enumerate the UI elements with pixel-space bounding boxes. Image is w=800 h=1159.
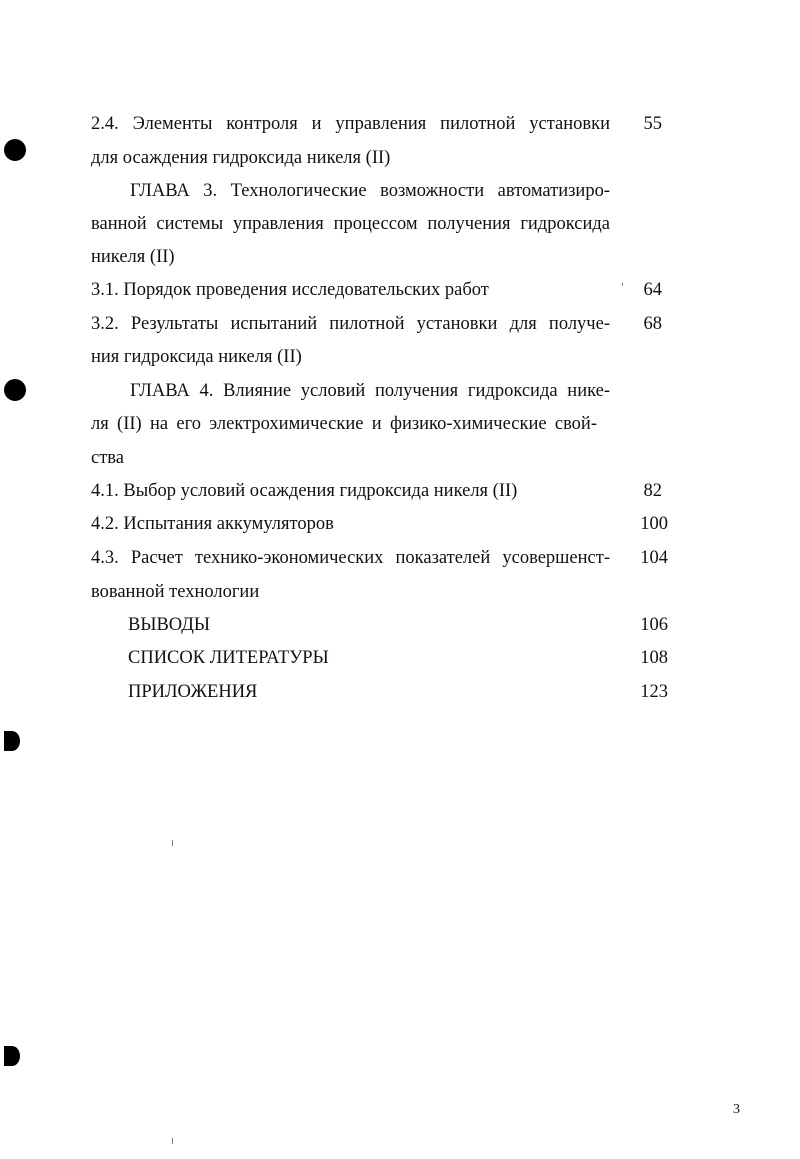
toc-appendices: ПРИЛОЖЕНИЯ [128,682,258,702]
toc-page-number: 68 [643,314,662,334]
toc-page-number: 123 [640,682,668,702]
toc-page-number: 108 [640,648,668,668]
toc-conclusions: ВЫВОДЫ [128,615,211,635]
toc-page-number: 106 [640,615,668,635]
toc-entry-2-4-line-1: 2.4. Элементы контроля и управления пилотной установки [91,114,610,134]
toc-chapter-4-line-3: ства [91,448,124,468]
toc-page-number: 104 [640,548,668,568]
toc-page-number: 100 [640,514,668,534]
toc-entry-2-4-line-2: для осаждения гидроксида никеля (II) [91,148,391,168]
toc-entry-3-2-line-2: ния гидроксида никеля (II) [91,347,302,367]
toc-chapter-3-line-2: ванной системы управления процессом получения гидроксида [91,214,610,234]
toc-entry-3-2-line-1: 3.2. Результаты испытаний пилотной установки для получе- [91,314,610,334]
toc-chapter-4-line-2: ля (II) на его электрохимические и физико-химические свой- [91,414,597,434]
scan-speck [172,840,173,846]
punch-hole [4,731,20,751]
toc-chapter-3-line-3: никеля (II) [91,247,175,267]
toc-entry-4-2: 4.2. Испытания аккумуляторов [91,514,334,534]
punch-hole [4,139,26,161]
punch-hole [4,379,26,401]
toc-page-number: 55 [643,114,662,134]
toc-entry-3-1: 3.1. Порядок проведения исследовательских работ [91,280,489,300]
toc-chapter-4-line-1: ГЛАВА 4. Влияние условий получения гидроксида нике- [130,381,610,401]
toc-chapter-3-line-1: ГЛАВА 3. Технологические возможности автоматизиро- [130,181,610,201]
toc-entry-4-1: 4.1. Выбор условий осаждения гидроксида никеля (II) [91,481,518,501]
page-number: 3 [733,1102,740,1117]
toc-page-number: 82 [643,481,662,501]
toc-entry-4-3-line-1: 4.3. Расчет технико-экономических показателей усовершенст- [91,548,610,568]
scan-speck [172,1138,173,1144]
toc-page-number: 64 [643,280,662,300]
punch-hole [4,1046,20,1066]
toc-references: СПИСОК ЛИТЕРАТУРЫ [128,648,329,668]
toc-entry-4-3-line-2: вованной технологии [91,582,260,602]
